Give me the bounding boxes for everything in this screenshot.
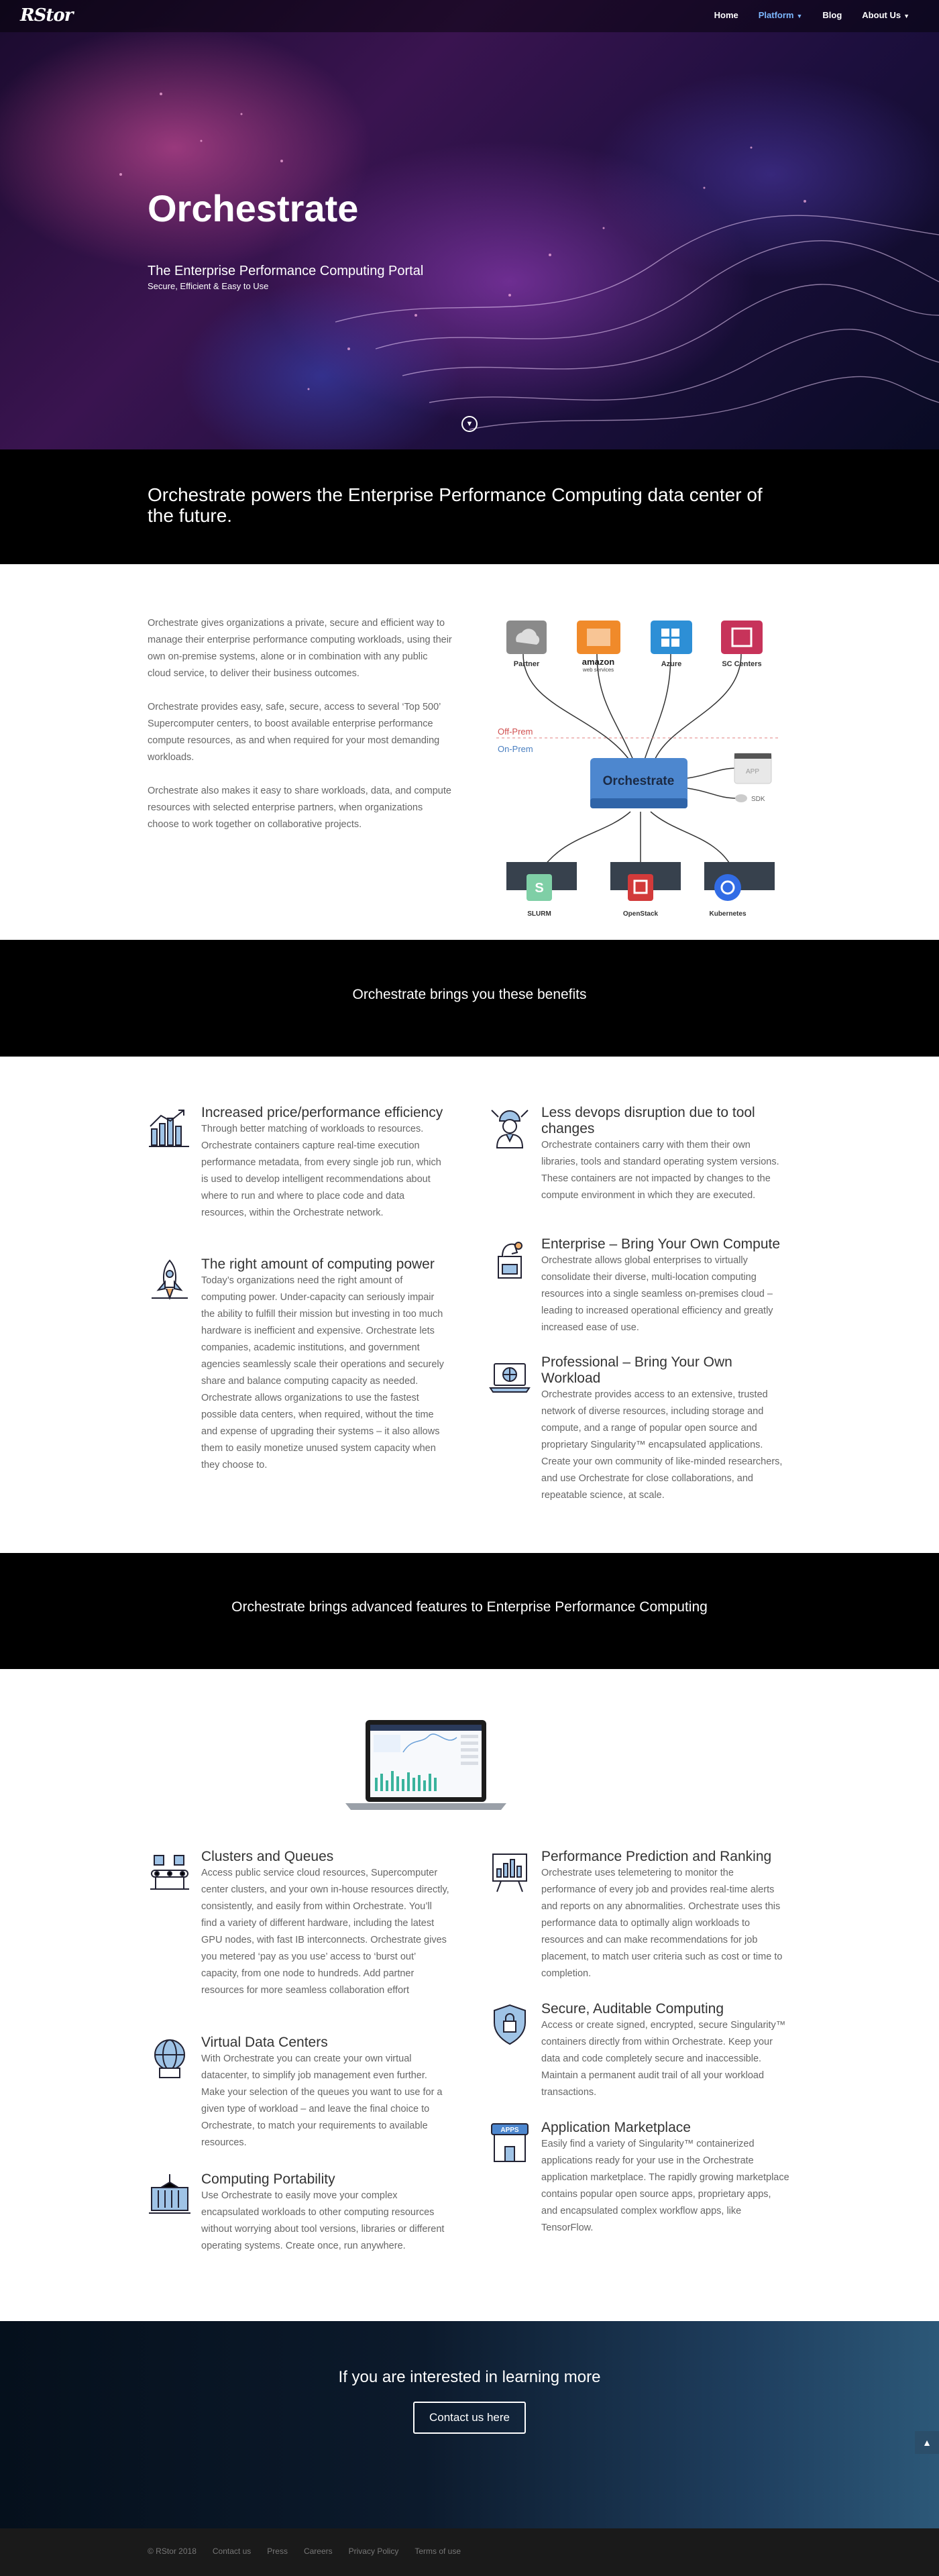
hero-subtitle: The Enterprise Performance Computing Portal xyxy=(148,264,424,278)
performance-chart-icon xyxy=(148,1106,192,1150)
benefit-item xyxy=(148,1105,449,1222)
container-icon xyxy=(148,2173,192,2217)
features-heading: Orchestrate brings advanced features to Enterprise Performance Computing xyxy=(231,1599,708,1615)
intro-paragraph: Orchestrate provides easy, safe, secure, access to several ‘Top 500’ Supercomputer centers, to boost available enterprise performance compute resources, as and when required for your most demanding workloads. xyxy=(148,702,441,763)
node-label: amazon xyxy=(582,657,615,667)
benefits-heading-band xyxy=(0,940,939,1057)
node-label: APP xyxy=(745,768,760,775)
feature-description: Access or create signed, encrypted, secure Singularity™ containers directly from within Orchestrate. Keep your data and code completely secure and inaccessible. Maintain a permanent audit trail of all your workload transactions. xyxy=(541,2020,786,2098)
dashboard-laptop-image xyxy=(345,1717,506,1818)
features-section xyxy=(0,1669,939,2321)
footer-link-press[interactable]: Press xyxy=(267,2546,288,2556)
benefit-description: Orchestrate allows global enterprises to virtually consolidate their diverse, multi-location computing resources into a single seamless on-premises cloud – leading to increased operational efficiency and greatly increased ease of use. xyxy=(541,1255,773,1333)
laptop-network-icon xyxy=(488,1356,532,1400)
footer-links xyxy=(148,2546,461,2556)
nav-item-about-label: About Us xyxy=(862,10,901,20)
feature-title: Secure, Auditable Computing xyxy=(541,2001,724,2017)
intro-text xyxy=(148,615,453,850)
ranking-board-icon xyxy=(488,1850,532,1894)
benefits-section xyxy=(0,1057,939,1553)
footer-link-terms[interactable]: Terms of use xyxy=(415,2546,461,2556)
feature-description: Easily find a variety of Singularity™ containerized applications ready for your use in the Orchestrate application marketplace. The rapidly growing marketplace contains popular open source apps, proprietary apps, and encapsulated complex workflow apps, like TensorFlow. xyxy=(541,2139,789,2233)
feature-item xyxy=(488,2001,789,2101)
footer-link-privacy[interactable]: Privacy Policy xyxy=(348,2546,399,2556)
globe-datacenter-icon xyxy=(148,2036,192,2080)
benefit-title: The right amount of computing power xyxy=(201,1256,435,1272)
app-node xyxy=(734,753,771,784)
benefit-description: Today’s organizations need the right amount of computing power. Under-capacity can seriously impair the ability to fulfill their mission but investing in too much hardware is inefficient and expensive. Orchestrate lets companies, academic institutions, and government agencies seamlessly scale their operations and securely share and balance computing capacity as needed. xyxy=(201,1275,444,1387)
core-label: Orchestrate xyxy=(602,774,675,788)
partner-node xyxy=(506,621,547,668)
server-hand-icon xyxy=(488,1238,532,1282)
feature-title: Clusters and Queues xyxy=(201,1849,334,1864)
sdk-node xyxy=(735,794,765,803)
hero-title: Orchestrate xyxy=(148,187,359,229)
slurm-node xyxy=(527,874,552,918)
node-label: Kubernetes xyxy=(709,910,747,918)
intro-paragraph: Orchestrate gives organizations a private, secure and efficient way to manage their enterprise performance computing workloads, using their own on-premise systems, alone or in combination with any public cloud service, to deliver their business outcomes. xyxy=(148,618,452,679)
engineer-icon xyxy=(488,1106,532,1150)
benefit-title: Professional – Bring Your Own Workload xyxy=(541,1354,732,1386)
feature-item xyxy=(488,2120,789,2237)
orchestrate-core-node xyxy=(590,758,687,808)
shield-lock-icon xyxy=(488,2002,532,2047)
feature-item xyxy=(148,2035,449,2151)
svg-text:S: S xyxy=(535,881,544,896)
feature-title: Virtual Data Centers xyxy=(201,2035,328,2050)
conveyor-icon xyxy=(148,1850,192,1894)
footer-link-careers[interactable]: Careers xyxy=(303,2546,333,2556)
feature-item xyxy=(488,1849,789,1982)
chevron-down-icon: ▼ xyxy=(903,13,909,19)
benefit-item xyxy=(488,1236,789,1336)
footer xyxy=(0,2528,939,2576)
footer-link-contact[interactable]: Contact us xyxy=(212,2546,252,2556)
chevron-up-icon[interactable]: ▲ xyxy=(915,2431,939,2454)
feature-description: Orchestrate uses telemetering to monitor the performance of every job and provides real-time alerts and reports on any abnormalities. Orchestrate uses this performance data to optimally align workloads to resources and can make recommendations for job placement, to match user criteria such as cost or time to completion. xyxy=(541,1868,783,1979)
benefit-description: Orchestrate containers carry with them their own libraries, tools and standard operating system versions. These containers are not impacted by changes to the compute environment in which they are executed. xyxy=(541,1140,779,1201)
nav-item-platform[interactable] xyxy=(759,10,803,20)
benefit-item xyxy=(488,1105,789,1204)
feature-description: Access public service cloud resources, Supercomputer center clusters, and your own in-house resources directly, consistently, and easily from within Orchestrate. You’ll find a variety of different hardware, including the latest GPU nodes, with fast IB interconnects. Orchestrate gives you metered ‘pay as you use’ access to ‘burst out’ capacity, from one node to hundreds. Add partner resources for more seamless collaboration effort xyxy=(201,1868,449,1996)
hero-tagline: Secure, Efficient & Easy to Use xyxy=(148,281,269,291)
azure-node xyxy=(651,621,692,668)
amazon-node xyxy=(577,621,620,673)
top-navigation-bar xyxy=(0,0,939,32)
intro-paragraph: Orchestrate also makes it easy to share workloads, data, and compute resources with selected enterprise partners, when organizations choose to work together on collaborative projects. xyxy=(148,786,451,830)
headline-text: Orchestrate powers the Enterprise Performance Computing data center of the future. xyxy=(148,484,763,526)
copyright-text: © RStor 2018 xyxy=(148,2546,197,2556)
feature-item xyxy=(148,1849,449,1999)
rocket-icon xyxy=(148,1258,192,1302)
chevron-down-icon: ▼ xyxy=(796,13,803,19)
feature-item xyxy=(148,2171,449,2255)
node-label: OpenStack xyxy=(622,910,659,918)
benefit-description: Orchestrate provides access to an extensive, trusted network of diverse resources, including storage and compute, and a range of popular open source and proprietary Singularity™ encapsulated applications. Create your own community of like-minded researchers, and use Orchestrate for close collaborations, and repeatable science, at scale. xyxy=(541,1389,783,1501)
sc-centers-node xyxy=(721,621,763,668)
node-label: SLURM xyxy=(527,910,551,918)
node-label: Partner xyxy=(513,660,540,668)
node-label: Azure xyxy=(661,660,682,668)
orchestrate-architecture-diagram xyxy=(496,621,778,929)
rstor-logo[interactable]: RStor xyxy=(20,5,73,25)
on-prem-label: On-Prem xyxy=(498,744,533,754)
main-nav xyxy=(714,10,909,20)
contact-us-button[interactable]: Contact us here xyxy=(413,2402,526,2434)
nav-item-about[interactable] xyxy=(862,10,909,20)
benefit-item xyxy=(148,1256,449,1474)
benefit-title: Enterprise – Bring Your Own Compute xyxy=(541,1236,781,1252)
feature-title: Application Marketplace xyxy=(541,2120,691,2135)
svg-text:APPS: APPS xyxy=(500,2127,519,2134)
benefit-title: Increased price/performance efficiency xyxy=(201,1105,443,1120)
feature-description: Use Orchestrate to easily move your complex encapsulated workloads to other computing resources without worrying about tool versions, libraries or different operating systems. Create once, run anywhere. xyxy=(201,2190,445,2251)
nav-item-blog[interactable]: Blog xyxy=(822,10,842,20)
hero-background-art xyxy=(0,0,939,449)
nav-item-platform-label: Platform xyxy=(758,10,794,20)
chevron-down-circle-icon[interactable]: ▼ xyxy=(461,416,478,432)
off-prem-label: Off-Prem xyxy=(498,727,533,737)
node-label: SC Centers xyxy=(722,660,762,668)
node-label: SDK xyxy=(751,796,765,803)
feature-title: Performance Prediction and Ranking xyxy=(541,1849,772,1864)
benefit-title: Less devops disruption due to tool changes xyxy=(541,1105,755,1136)
nav-item-home[interactable]: Home xyxy=(714,10,738,20)
headline-band xyxy=(0,449,939,564)
cta-text: If you are interested in learning more xyxy=(338,2368,601,2386)
features-heading-band xyxy=(0,1553,939,1669)
benefits-heading: Orchestrate brings you these benefits xyxy=(352,987,587,1002)
intro-section xyxy=(0,564,939,940)
apps-store-icon xyxy=(488,2121,532,2165)
benefit-description: Through better matching of workloads to resources. Orchestrate containers capture real-time execution performance metadata, from every single job run, which is used to develop intelligent recommendations about where to run and where to place code and data resources, within the Orchestrate network. xyxy=(201,1124,441,1218)
hero-section xyxy=(0,0,939,449)
benefit-description-more: Orchestrate allows organizations to use the fastest possible data centers, when required, without the time and expense of upgrading their systems – it also allows them to easily monetize unused system capacity when they choose to. xyxy=(201,1393,440,1470)
benefit-item xyxy=(488,1354,789,1504)
feature-description: With Orchestrate you can create your own virtual datacenter, to simplify job management even further. Make your selection of the queues you want to use for a given type of workload – and leave the final choice to Orchestrate, to match your requirements to available resources. xyxy=(201,2053,443,2148)
openstack-node xyxy=(623,874,659,918)
feature-title: Computing Portability xyxy=(201,2171,335,2187)
node-sublabel: web services xyxy=(582,667,614,673)
contact-cta-section xyxy=(0,2321,939,2528)
